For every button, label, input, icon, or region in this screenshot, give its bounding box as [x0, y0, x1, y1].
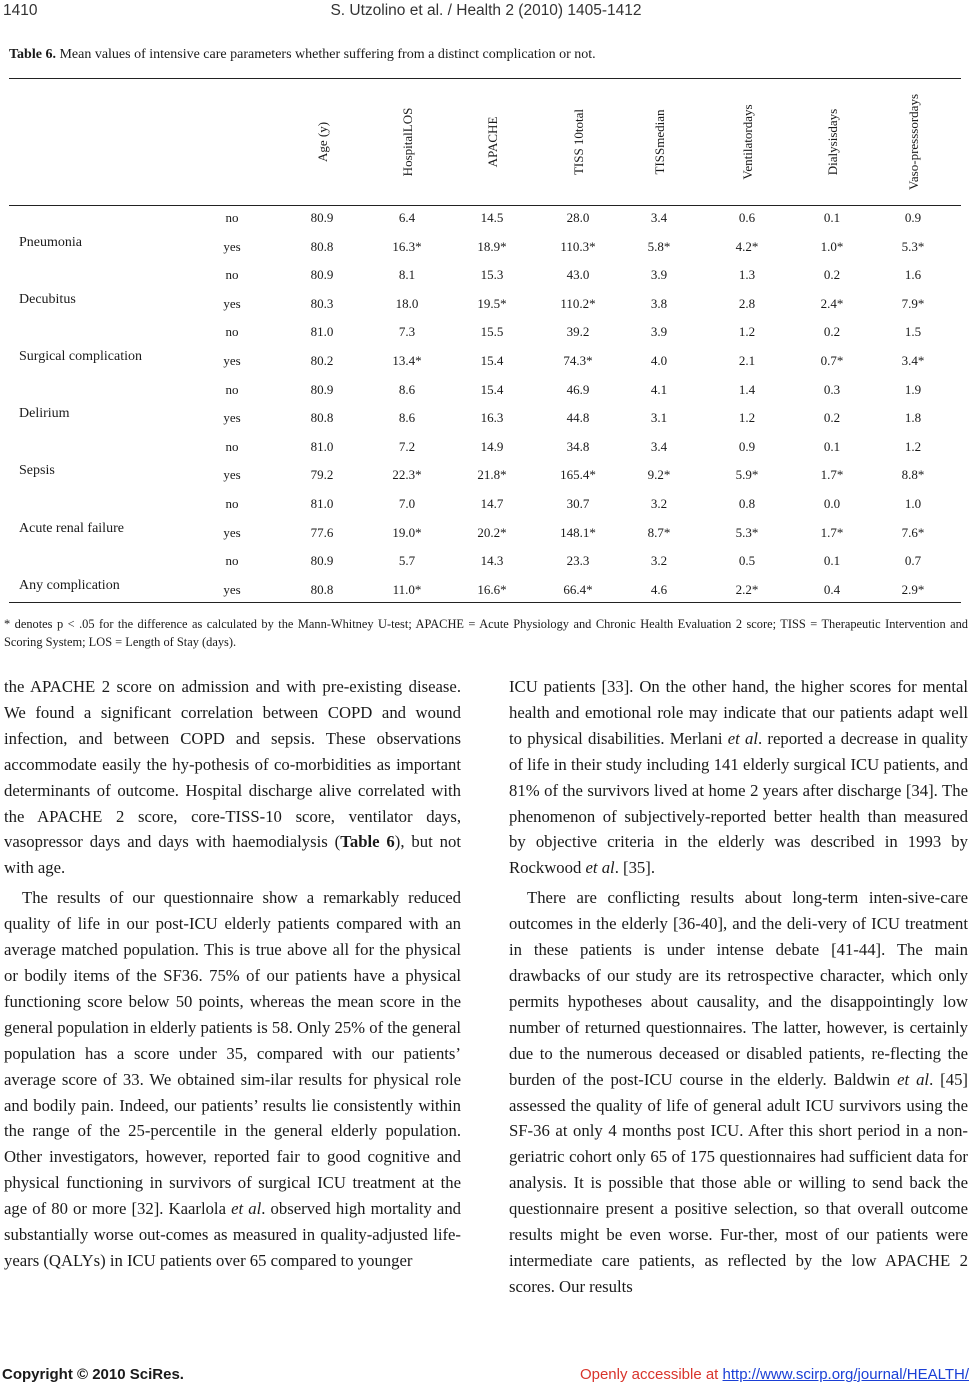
table-cell: 2.1: [738, 353, 756, 368]
table-cell: 19.5*: [477, 295, 507, 311]
paragraph: ICU patients [33]. On the other hand, the higher scores for mental health and emotional role may indicate that our patients adapt well to physical disabilities. Merlani et al. reported a decrease in quality of life in their study including 141 elderly surgical ICU patients, and 81% of the survivors lived at home 2 years after discharge [34]. The phenomenon of subjectively-reported better health than measured by objective criteria in the elderly was described in 1993 by Rockwood et al. [35].: [509, 677, 968, 878]
table-cell: 15.4: [480, 381, 504, 397]
table-cell: 66.4*: [563, 581, 593, 597]
row-status: yes: [223, 238, 241, 254]
table-cell: 5.8*: [647, 238, 671, 254]
table-cell: 4.1: [650, 381, 668, 397]
paragraph: There are conflicting results about long-term inten-sive-care outcomes in the elderly [36-40], and the deli-very of ICU treatment in these patients is under intense debate [41-44]. The main drawbacks of our study are its retrospective character, which only permits hypotheses about causality, and the disappointingly low number of returned questionnaires. The latter, however, is certainly due to the numerous deceased or disabled patients, re-flecting the burden of the post-ICU course in the elderly. Baldwin et al. [45] assessed the quality of life of general adult ICU survivors using the SF-36 at only 4 months post ICU. After this short period in a non-geriatric cohort only 65 of 175 questionnaires had sufficient data for analysis. It is possible that those able or willing to send back the questionnaire present a positive selection, so that overall outcome results might be even worse. Fur-ther, most of our patients were intermediate care patients, as reflected by the low APACHE 2 scores. Our results: [509, 888, 968, 1296]
table-cell: 0.3: [823, 381, 841, 397]
table-cell: 81.0: [310, 438, 334, 454]
table-cell: 9.2*: [647, 467, 671, 483]
table-cell: 18.0: [395, 295, 419, 311]
table-cell: 1.7*: [820, 467, 844, 483]
access-statement: Openly accessible at http://www.scirp.org/journal/HEALTH/: [579, 1366, 969, 1383]
table-cell: 1.0: [904, 496, 922, 511]
page-number: 1410: [3, 2, 38, 19]
column-header: TISS median: [651, 109, 667, 175]
page-footer: [0, 1366, 972, 1386]
table-cell: 30.7: [566, 496, 590, 511]
table-caption: [9, 47, 596, 63]
table-cell: 13.4*: [392, 353, 422, 368]
table-cell: 7.0: [398, 496, 416, 511]
table-cell: 4.2*: [735, 238, 759, 254]
table-cell: 165.4*: [560, 467, 596, 483]
table-cell: 15.5: [480, 324, 504, 340]
table-cell: 43.0: [566, 267, 590, 283]
table-cell: 1.2: [738, 324, 756, 340]
table-cell: 80.9: [310, 267, 334, 283]
table-cell: 0.7: [904, 553, 922, 569]
body-column-left: [4, 674, 461, 1274]
table-cell: 18.9*: [477, 238, 507, 254]
table-caption-text: Mean values of intensive care parameters whether suffering from a distinct complication or not.: [59, 47, 596, 62]
table-cell: 6.4: [398, 210, 416, 225]
table-cell: 1.6: [904, 267, 922, 283]
table-cell: 5.3*: [735, 524, 759, 540]
table-cell: 1.2: [904, 438, 922, 454]
table-cell: 1.8: [904, 410, 922, 426]
table-cell: 0.4: [823, 581, 841, 597]
column-header: Age (y): [314, 121, 330, 163]
copyright: Copyright © 2010 SciRes.: [2, 1366, 184, 1383]
table-cell: 3.4: [650, 438, 668, 454]
journal-link[interactable]: http://www.scirp.org/journal/HEALTH/: [722, 1366, 969, 1383]
table-cell: 3.9: [650, 324, 668, 340]
table-cell: 14.9: [480, 438, 504, 454]
table-cell: 34.8: [566, 438, 590, 454]
table-reference[interactable]: Table 6: [340, 832, 395, 852]
row-status: yes: [223, 581, 241, 597]
table-cell: 2.4*: [820, 295, 844, 311]
table-cell: 0.8: [738, 496, 756, 511]
table-bottom-rule: [9, 602, 961, 603]
body-column-right: [509, 674, 968, 1300]
table-cell: 1.0*: [820, 238, 844, 254]
table-cell: 0.2: [823, 410, 841, 426]
row-status: yes: [223, 467, 241, 483]
row-group-label: Decubitus: [19, 291, 76, 307]
table-cell: 7.2: [398, 438, 416, 454]
table-cell: 14.7: [480, 496, 504, 511]
row-status: no: [225, 267, 239, 283]
row-status: no: [225, 210, 239, 225]
table-cell: 2.2*: [735, 581, 759, 597]
table-cell: 0.1: [823, 210, 841, 225]
table-cell: 22.3*: [392, 467, 422, 483]
table-cell: 46.9: [566, 381, 590, 397]
column-header: Ventilator days: [739, 104, 755, 180]
table-cell: 0.2: [823, 267, 841, 283]
table-cell: 79.2: [310, 467, 334, 483]
row-group-label: Any complication: [19, 577, 120, 593]
table-cell: 16.6*: [477, 581, 507, 597]
table-cell: 15.4: [480, 353, 504, 368]
table-cell: 7.9*: [901, 295, 925, 311]
row-status: yes: [223, 410, 241, 426]
table-cell: 28.0: [566, 210, 590, 225]
table-cell: 80.9: [310, 210, 334, 225]
table-cell: 80.8: [310, 238, 334, 254]
table-cell: 20.2*: [477, 524, 507, 540]
running-head: S. Utzolino et al. / Health 2 (2010) 1405-1412: [330, 2, 642, 19]
table-cell: 4.0: [650, 353, 668, 368]
table-cell: 0.1: [823, 553, 841, 569]
table-cell: 80.8: [310, 581, 334, 597]
table-cell: 1.5: [904, 324, 922, 340]
table-cell: 21.8*: [477, 467, 507, 483]
table-cell: 80.9: [310, 553, 334, 569]
table-cell: 7.3: [398, 324, 416, 340]
table-cell: 3.1: [650, 410, 668, 426]
table-cell: 1.9: [904, 381, 922, 397]
table-cell: 3.4: [650, 210, 668, 225]
table-cell: 110.3*: [560, 238, 596, 254]
table-cell: 39.2: [566, 324, 590, 340]
table-cell: 2.9*: [901, 581, 925, 597]
table-cell: 8.7*: [647, 524, 671, 540]
row-group-label: Acute renal failure: [19, 520, 124, 536]
table-caption-label: Table 6.: [9, 47, 56, 62]
row-status: yes: [223, 524, 241, 540]
column-header: Hospital LOS: [399, 107, 415, 177]
table-cell: 80.2: [310, 353, 334, 368]
table-cell: 2.8: [738, 295, 756, 311]
table-cell: 8.6: [398, 381, 416, 397]
row-group-label: Delirium: [19, 406, 70, 422]
column-header: Vaso- presssor days: [905, 93, 921, 191]
table-cell: 7.6*: [901, 524, 925, 540]
row-status: no: [225, 553, 239, 569]
column-header: TISS 10 total: [570, 108, 586, 176]
table-cell: 0.5: [738, 553, 756, 569]
row-group-label: Pneumonia: [19, 234, 82, 250]
table-cell: 3.2: [650, 496, 668, 511]
table-cell: 81.0: [310, 496, 334, 511]
table-cell: 0.7*: [820, 353, 844, 368]
table-cell: 80.3: [310, 295, 334, 311]
table-footnote: * denotes p < .05 for the difference as calculated by the Mann-Whitney U-test; APACHE = Acute Physiology and Chronic Health Evaluation 2 score; TISS = Therapeutic Intervention and Scoring System; LOS = Length of Stay (days).: [4, 617, 968, 649]
table-cell: 3.8: [650, 295, 668, 311]
table-cell: 0.2: [823, 324, 841, 340]
row-status: no: [225, 496, 239, 511]
row-status: no: [225, 438, 239, 454]
table-cell: 16.3: [480, 410, 504, 426]
table-cell: 14.3: [480, 553, 504, 569]
table-cell: 0.9: [738, 438, 756, 454]
page-header: [0, 2, 972, 22]
table-cell: 74.3*: [563, 353, 593, 368]
table-cell: 8.6: [398, 410, 416, 426]
table-cell: 5.9*: [735, 467, 759, 483]
table-cell: 14.5: [480, 210, 504, 225]
table-cell: 8.1: [398, 267, 416, 283]
table-cell: 4.6: [650, 581, 668, 597]
table-cell: 1.2: [738, 410, 756, 426]
table-cell: 80.8: [310, 410, 334, 426]
table-cell: 11.0*: [392, 581, 422, 597]
table-cell: 23.3: [566, 553, 590, 569]
table-cell: 1.7*: [820, 524, 844, 540]
table-cell: 0.0: [823, 496, 841, 511]
table-cell: 19.0*: [392, 524, 422, 540]
row-status: yes: [223, 353, 241, 368]
table-cell: 16.3*: [392, 238, 422, 254]
table-cell: 15.3: [480, 267, 504, 283]
row-group-label: Sepsis: [19, 463, 55, 479]
paragraph: the APACHE 2 score on admission and with pre-existing disease. We found a significant correlation between COPD and wound infection, and between COPD and sepsis. These observations accommodate easily the hy-pothesis of co-morbidities as important determinants of outcome. Hospital discharge alive correlated with the APACHE 2 score, core-TISS-10 score, ventilator days, vasopressor days and days with haemodialysis (Table 6), but not with age.: [4, 677, 461, 878]
paragraph: The results of our questionnaire show a remarkably reduced quality of life in our post-ICU elderly patients compared with an average matched population. This is true above all for the physical or bodily items of the SF36. 75% of our patients have a physical functioning score below 50 points, whereas the mean score in the general population in elderly patients is 58. Only 25% of the general population has a score under 35, compared with our patients’ average score of 33. We obtained sim-ilar results for physical role and bodily pain. Indeed, our patients’ results lie consistently within the range of the 25-percentile in the general elderly population. Other investigators, however, reported fair to good cognitive and physical functioning in survivors of surgical ICU treatment at the age of 80 or more [32]. Kaarlola et al. observed high mortality and substantially worse out-comes as measured in quality-adjusted life-years (QALYs) in ICU patients over 65 compared to younger: [4, 888, 462, 1270]
column-header: Dialysis days: [824, 108, 840, 176]
table-cell: 0.6: [738, 210, 756, 225]
row-group-label: Surgical complication: [19, 349, 142, 364]
row-status: no: [225, 381, 239, 397]
table-cell: 44.8: [566, 410, 590, 426]
table-cell: 0.9: [904, 210, 922, 225]
table-cell: 3.4*: [901, 353, 925, 368]
table-cell: 3.9: [650, 267, 668, 283]
table-cell: 148.1*: [560, 524, 596, 540]
table-cell: 110.2*: [560, 295, 596, 311]
row-status: no: [225, 324, 239, 340]
table-cell: 80.9: [310, 381, 334, 397]
table-cell: 77.6: [310, 524, 334, 540]
table-cell: 5.3*: [901, 238, 925, 254]
row-status: yes: [223, 295, 241, 311]
table-cell: 1.3: [738, 267, 756, 283]
table-cell: 0.1: [823, 438, 841, 454]
table-cell: 8.8*: [901, 467, 925, 483]
table-cell: 5.7: [398, 553, 416, 569]
table-cell: 1.4: [738, 381, 756, 397]
column-header: APACHE: [484, 116, 500, 168]
table-cell: 3.2: [650, 553, 668, 569]
table-cell: 81.0: [310, 324, 334, 340]
